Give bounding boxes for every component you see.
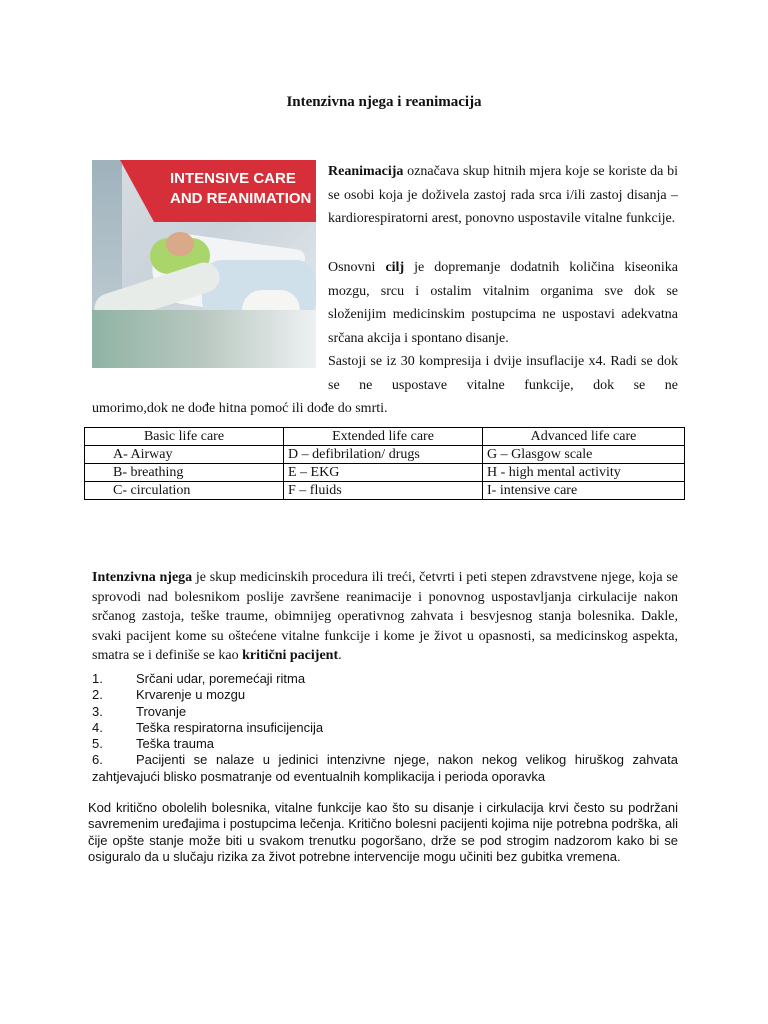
table-cell: G – Glasgow scale xyxy=(483,446,685,464)
closing-paragraph: Kod kritično obolelih bolesnika, vitalne funkcije kao što su disanje i cirkulacija krvi često su podržani savremenim uređajima i postupcima lečenja. Kritično bolesni pacijenti kojima nije potrebna podrška, ali čije opšte stanje može biti u svakom trenutku pogoršano, drže se pod strogim nadzorom kako bi se osiguralo da u slučaju rizika za život potrebne intervencije mogu učiniti bez gubitka vremena. xyxy=(88,800,678,865)
table-header: Extended life care xyxy=(284,428,483,446)
term-cilj: cilj xyxy=(385,260,405,275)
intro-p2-pre: Osnovni xyxy=(328,260,386,275)
photo-patient xyxy=(166,232,194,256)
banner-line-1: INTENSIVE CARE xyxy=(170,170,296,187)
table-cell: B- breathing xyxy=(85,464,284,482)
life-care-table xyxy=(84,427,685,500)
list-text: Pacijenti se nalaze u jedinici intenzivne njege, nakon nekog velikog hiruškog zahvata zahtjevajući blisko posmatranje od eventualnih komplikacija i perioda oporavka xyxy=(92,752,678,784)
list-item xyxy=(92,704,678,720)
list-item xyxy=(92,752,678,785)
photo-scrubs xyxy=(92,310,316,368)
banner-line-2: AND REANIMATION xyxy=(170,190,312,207)
table-cell: E – EKG xyxy=(284,464,483,482)
table-cell: D – defibrilation/ drugs xyxy=(284,446,483,464)
list-item xyxy=(92,671,678,687)
intro-p2-text: je dopremanje dodatnih količina kiseonika mozgu, srcu i ostalim vitalnim organima sve dok se složenijim medicinskim postupcima ne uspostavi adekvatna srčana akcija i spontano disanje. xyxy=(328,260,679,346)
table-header-row xyxy=(85,428,685,446)
photo-banner xyxy=(154,160,316,222)
list-item xyxy=(92,687,678,703)
table-cell: H - high mental activity xyxy=(483,464,685,482)
table-row xyxy=(85,464,685,482)
intro-p1-text: označava skup hitnih mjera koje se koriste da bi se osobi koja je doživela zastoj rada srca i/ili zastoj disanja – kardiorespiratorni arest, ponovno uspostavile vitalne funkcije. xyxy=(328,164,678,226)
term-intenzivna-njega: Intenzivna njega xyxy=(92,570,193,585)
list-number: 5. xyxy=(92,736,103,752)
intro-paragraph-2 xyxy=(328,256,678,350)
table-header: Advanced life care xyxy=(483,428,685,446)
section2-text2: . xyxy=(338,648,342,664)
list-text: Teška trauma xyxy=(136,736,215,752)
page-title: Intenzivna njega i reanimacija xyxy=(286,94,482,110)
intro-paragraph-1 xyxy=(328,160,678,231)
list-item xyxy=(92,720,678,736)
table-cell: I- intensive care xyxy=(483,482,685,500)
table-row xyxy=(85,482,685,500)
intro-p3-line1: Sastoji se iz 30 kompresija i dvije insuflacije x4. Radi se dok se ne uspostave vitalne funkcije, dok se ne xyxy=(328,354,678,393)
list-number: 6. xyxy=(92,752,103,768)
table-header: Basic life care xyxy=(85,428,284,446)
table-row xyxy=(85,446,685,464)
term-reanimacija: Reanimacija xyxy=(328,164,404,179)
list-number: 4. xyxy=(92,719,103,735)
intro-paragraph-3-end xyxy=(92,397,678,421)
list-number: 1. xyxy=(92,671,103,686)
section2-text1: je skup medicinskih procedura ili treći, četvrti i peti stepen zdravstvene njege, koja se sprovodi nad bolesnikom poslije završene reanimacije i ponovnog uspostavljanja cirkulacije nakon srčanog zastoja, teške traume, obimnijeg operativnog zahvata i besvjesnog stanja bolesnika. Dakle, svaki pacijent kome su oštećene vitalne funkcije i kome je život u opasnosti, sa medicinskog aspekta, smatra se i definiše se kao xyxy=(92,570,678,664)
list-text: Srčani udar, poremećaji ritma xyxy=(136,671,306,686)
list-text: Teška respiratorna insuficijencija xyxy=(136,719,324,735)
intensive-care-paragraph xyxy=(92,568,678,666)
intro-paragraph-3 xyxy=(328,350,678,397)
list-item xyxy=(92,736,678,752)
term-kriticni-pacijent: kritični pacijent xyxy=(242,648,339,664)
table-cell: A- Airway xyxy=(85,446,284,464)
table-cell: F – fluids xyxy=(284,482,483,500)
list-number: 3. xyxy=(92,703,103,719)
list-text: Krvarenje u mozgu xyxy=(136,687,246,703)
list-text: Trovanje xyxy=(136,703,187,719)
critical-conditions-list xyxy=(92,671,678,785)
banner-triangle xyxy=(120,160,154,222)
table-cell: C- circulation xyxy=(85,482,284,500)
intensive-care-photo xyxy=(92,160,316,368)
list-number: 2. xyxy=(92,687,103,703)
intro-p3-line2: umorimo,dok ne dođe hitna pomoć ili dođe do smrti. xyxy=(92,401,388,416)
